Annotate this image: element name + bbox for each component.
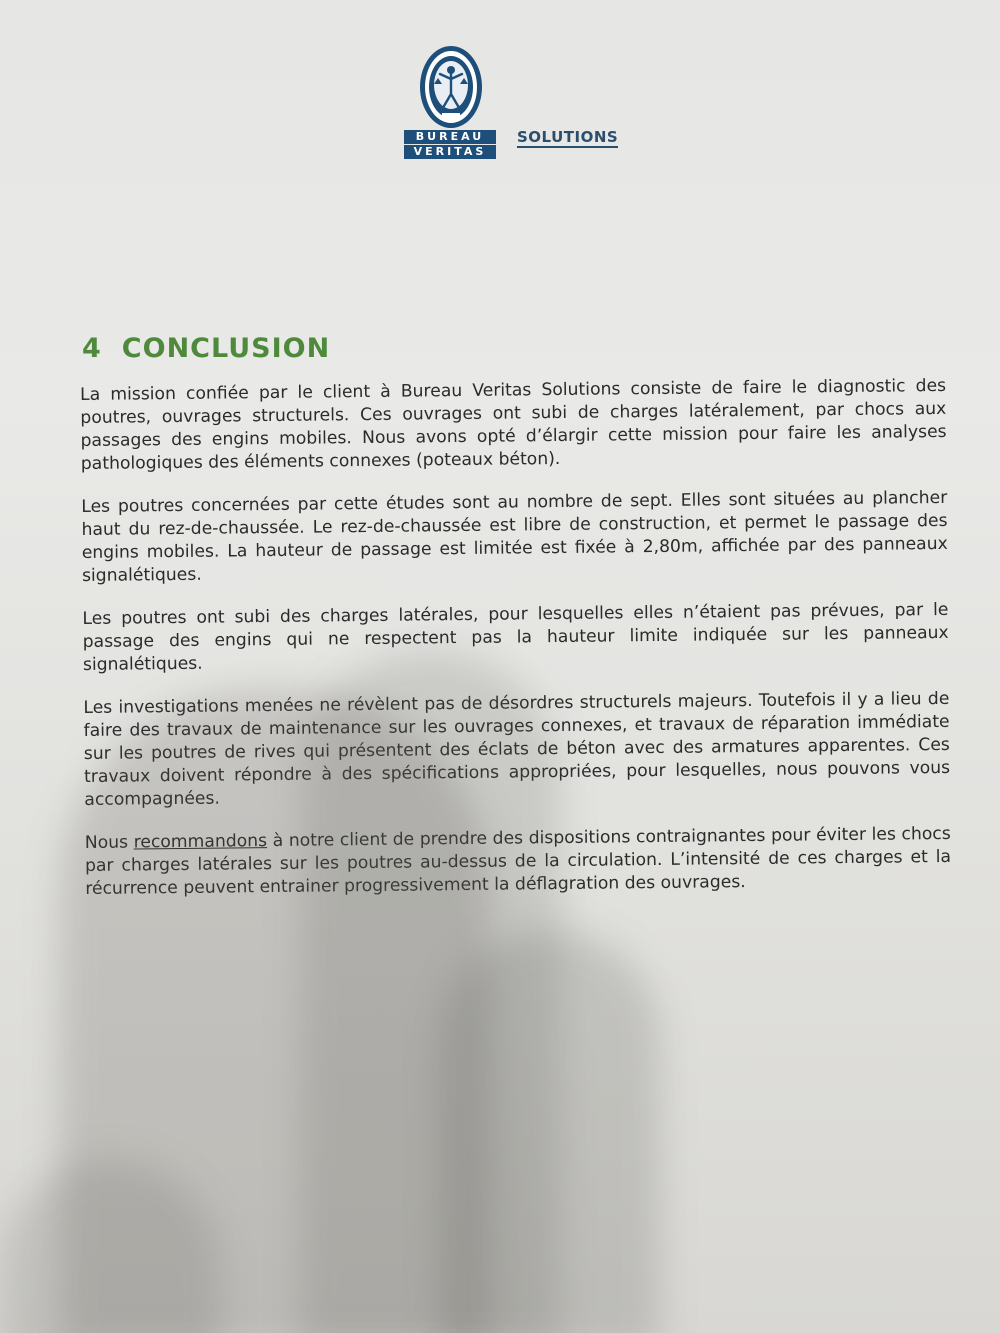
paragraph-poutres: Les poutres concernées par cette études sont au nombre de sept. Elles sont situées au plancher haut du rez-de-chaussée. Le rez-de-chaussée est libre de construction, et permet le passage des engins mobiles. La hauteur de passage est limitée est fixée à 2,80m, affichée par des panneaux signalétiques. — [81, 487, 948, 586]
recommandation-start: Nous — [84, 832, 134, 853]
paragraph-recommandation — [85, 823, 952, 901]
paragraph-charges: Les poutres ont subi des charges latérales, pour lesquelles elles n’étaient pas prévues, par le passage des engins qui ne respectent pas la hauteur limite indiquée sur les panneaux signalétiques. — [82, 599, 949, 675]
paragraph-mission: La mission confiée par le client à Bureau Veritas Solutions consiste de faire le diagnostic des poutres, ouvrages structurels. Ces ouvrages ont subi de charges latéralement, par chocs aux passages des engins mobiles. Nous avons opté d’élargir cette mission pour faire les analyses pathologiques des éléments connexes (poteaux béton). — [80, 375, 947, 474]
cast-shadow — [440, 930, 660, 1333]
paragraph-investigations: Les investigations menées ne révèlent pas de désordres structurels majeurs. Toutefois il y a lieu de faire des travaux de maintenance sur les ouvrages connexes, et travaux de réparation immédiate sur les poutres de rives qui présentent des éclats de béton avec des armatures apparentes. Ces travaux doivent répondre à des spécifications appropriées, pour lesquelles, nous pouvons vous accompagnées. — [83, 688, 951, 810]
recommandation-rest: à notre client de prendre des dispositions contraignantes pour éviter les chocs par charges latérales sur les poutres au-dessus de la circulation. L’intensité de ces charges et la récurrence peuvent entrainer progressivement la déflagration des ouvrages. — [84, 823, 952, 899]
logo-word-bureau: BUREAU — [404, 130, 496, 144]
section-number: 4 — [82, 333, 102, 364]
conclusion-body — [80, 375, 952, 921]
bureau-veritas-emblem-icon — [418, 44, 484, 130]
logo-word-veritas: VERITAS — [404, 145, 496, 159]
logo-solutions-label: SOLUTIONS — [517, 128, 619, 146]
section-title: CONCLUSION — [121, 333, 331, 364]
recommandation-underlined-word: recommandons — [133, 831, 268, 853]
section-heading — [82, 333, 330, 364]
bureau-veritas-logo — [400, 44, 640, 164]
cast-shadow — [0, 1160, 220, 1333]
